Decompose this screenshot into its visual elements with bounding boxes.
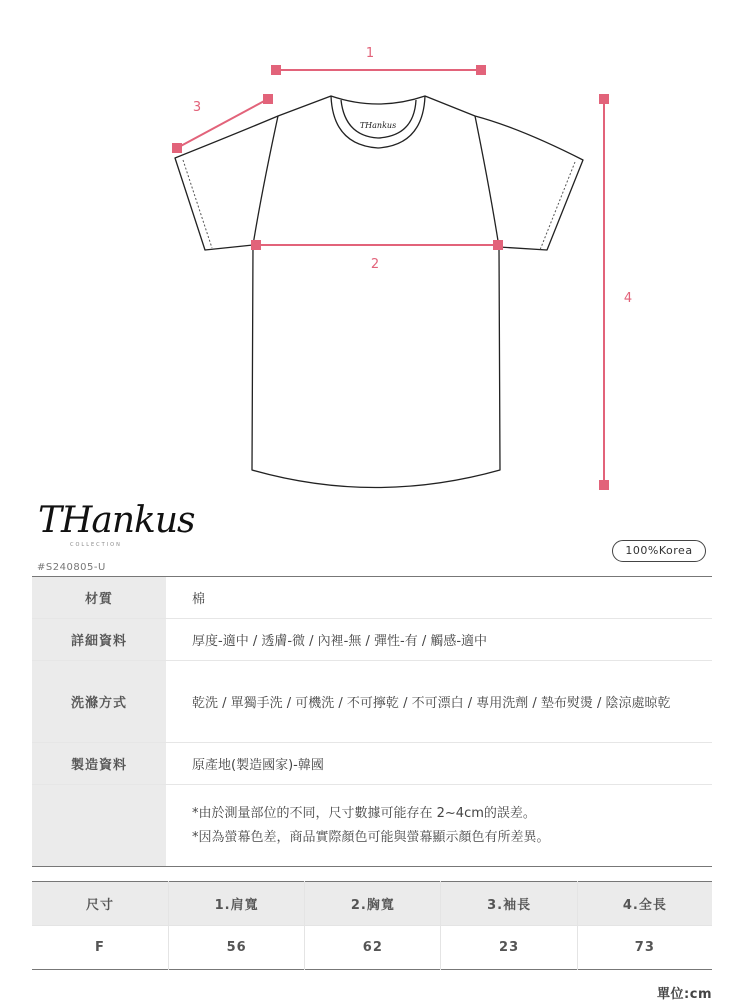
- info-row-details: [32, 619, 712, 661]
- total-length-marker: 4: [623, 291, 633, 306]
- right-sleeve-hem-stitch: [540, 162, 575, 250]
- info-label-empty: [32, 785, 166, 866]
- header-cell: 3.袖長: [441, 882, 577, 926]
- info-row-manufacture: [32, 743, 712, 785]
- left-sleeve-hem-stitch: [183, 160, 212, 248]
- size-table: [32, 881, 712, 970]
- right-armhole: [475, 116, 499, 247]
- left-armhole: [253, 116, 278, 245]
- info-label: 材質: [32, 577, 166, 618]
- product-code: #S240805-U: [37, 562, 106, 573]
- info-value: 棉: [192, 592, 206, 607]
- info-value: 厚度-適中 / 透膚-微 / 內裡-無 / 彈性-有 / 觸感-適中: [192, 634, 488, 649]
- header-cell: 4.全長: [577, 882, 712, 926]
- size-row: [32, 926, 712, 970]
- info-value: 乾洗 / 單獨手洗 / 可機洗 / 不可擰乾 / 不可漂白 / 專用洗劑 / 墊布熨燙 / 陰涼處晾乾: [192, 696, 671, 711]
- note-color: *因為螢幕色差，商品實際顏色可能與螢幕顯示顏色有所差異。: [192, 829, 550, 845]
- tshirt-measurement-diagram: [0, 0, 750, 500]
- header-cell: 2.胸寬: [305, 882, 441, 926]
- info-label: 洗滌方式: [32, 661, 166, 742]
- collar-brand-tag: THankus: [359, 121, 397, 130]
- product-info-table: [32, 576, 712, 867]
- info-label: 詳細資料: [32, 619, 166, 660]
- brand-logo: THankus: [38, 500, 195, 541]
- info-row-notes: [32, 785, 712, 866]
- info-value: 原產地(製造國家)-韓國: [192, 758, 324, 773]
- info-notes: [166, 785, 712, 866]
- shoulder-width-marker: 1: [365, 46, 375, 61]
- chest-width-marker: 2: [370, 257, 380, 272]
- info-row-washing: [32, 661, 712, 743]
- unit-label: 單位:cm: [657, 987, 712, 1002]
- origin-badge: 100%Korea: [612, 540, 706, 562]
- tshirt-outline: [175, 96, 583, 488]
- header-cell: 尺寸: [32, 882, 169, 926]
- size-cell: 62: [305, 926, 441, 970]
- size-table-header: [32, 882, 712, 926]
- size-cell: 23: [441, 926, 577, 970]
- info-row-material: [32, 577, 712, 619]
- size-cell: 56: [169, 926, 305, 970]
- sleeve-length-line: [177, 99, 268, 148]
- header-cell: 1.肩寬: [169, 882, 305, 926]
- size-cell: 73: [577, 926, 712, 970]
- sleeve-length-marker: 3: [192, 100, 202, 115]
- info-label: 製造資料: [32, 743, 166, 784]
- note-measurement: *由於測量部位的不同，尺寸數據可能存在 2~4cm的誤差。: [192, 805, 536, 821]
- size-cell: F: [95, 940, 105, 955]
- collar-inner: [341, 100, 416, 138]
- brand-logo-subtitle: COLLECTION: [70, 542, 122, 548]
